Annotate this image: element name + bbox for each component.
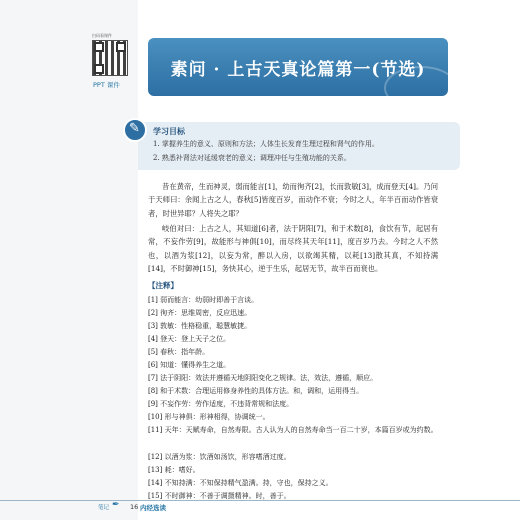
pen-icon: ✒: [112, 500, 120, 510]
book-title: 内经选读: [140, 504, 166, 512]
goal-item: 2. 熟悉补肾法对延缓衰老的意义；调理冲任与生殖功能的关系。: [153, 154, 351, 162]
note-item: [11] 天年：天赋寿命，自然寿限。古人认为人的自然寿命当一百二十岁，本篇百岁或为约数。: [148, 426, 438, 434]
note-item: [7] 法于阴阳：效法并遵循天地阴阳变化之规律。法，效法，遵循，顺应。: [148, 374, 378, 382]
qr-code-icon[interactable]: [92, 40, 128, 76]
note-item: [3] 敦敏：性格稳重，聪慧敏捷。: [148, 322, 252, 330]
body-paragraph: 岐伯对曰：上古之人，其知道[6]者，法于阴阳[7]，和于术数[8]，食饮有节，起居有常，不妄作劳[9]，故能形与神俱[10]，而尽终其天年[11]，度百岁乃去。今时之人不然也，以酒为浆[12]，以妄为常，醉以入房，以欲竭其精，以耗[13]散其真，不知持满[14]，不时御神[15]，务快其心，逆于生乐，起居无节，故半百而衰也。: [148, 224, 438, 273]
title-banner: [148, 38, 448, 96]
body-paragraph: 昔在黄帝，生而神灵，弱而能言[1]，幼而徇齐[2]，长而敦敏[3]，成而登天[4]。乃问于天师曰：余闻上古之人，春秋[5]皆度百岁，而动作不衰；今时之人，年半百而动作皆衰者，时世异耶？人将失之耶？: [148, 182, 438, 218]
note-item: [4] 登天：登上天子之位。: [148, 335, 231, 343]
footer-divider: [0, 500, 520, 501]
note-item: [10] 形与神俱：形神相得，协调统一。: [148, 413, 270, 421]
page-title: 素问 · 上古天真论篇第一(节选): [170, 60, 426, 80]
learning-goals-title: 学习目标: [153, 127, 185, 136]
note-item: [9] 不妄作劳：劳作适度，不违背常规和法度。: [148, 400, 294, 408]
ppt-courseware-label: PPT 课件: [93, 81, 120, 89]
note-item: [1] 弱而能言：幼弱时即善于言谈。: [148, 296, 259, 304]
note-item: [6] 知道：懂得养生之道。: [148, 361, 231, 369]
note-item: [2] 徇齐：思维周密，反应迅速。: [148, 309, 252, 317]
note-item: [13] 耗：嗜好。: [148, 466, 200, 474]
page-number: 16: [130, 503, 139, 511]
note-item: [14] 不知持满：不知保持精气盈满。持，守也，保持之义。: [148, 479, 333, 487]
qr-finder-icon: [94, 42, 104, 52]
note-item: [15] 不时御神：不善于调摄精神。时，善于。: [148, 492, 291, 500]
footer-notes-label: 笔记: [98, 505, 110, 511]
note-item: [12] 以酒为浆：饮酒如汤饮，形容嗜酒过度。: [148, 453, 291, 461]
pencil-icon: [123, 118, 147, 142]
note-item: [8] 和于术数：合理运用修身养性的具体方法。和，调和，运用得当。: [148, 387, 364, 395]
left-margin: [0, 0, 138, 520]
note-item: [5] 春秋：指年龄。: [148, 348, 210, 356]
qr-caption: 扫码看课件: [92, 33, 112, 38]
qr-finder-icon: [116, 42, 126, 52]
qr-finder-icon: [94, 64, 104, 74]
notes-title: 【注释】: [148, 281, 178, 290]
goal-item: 1. 掌握养生的意义、原则和方法；人体生长发育生理过程和肾气的作用。: [153, 140, 379, 148]
